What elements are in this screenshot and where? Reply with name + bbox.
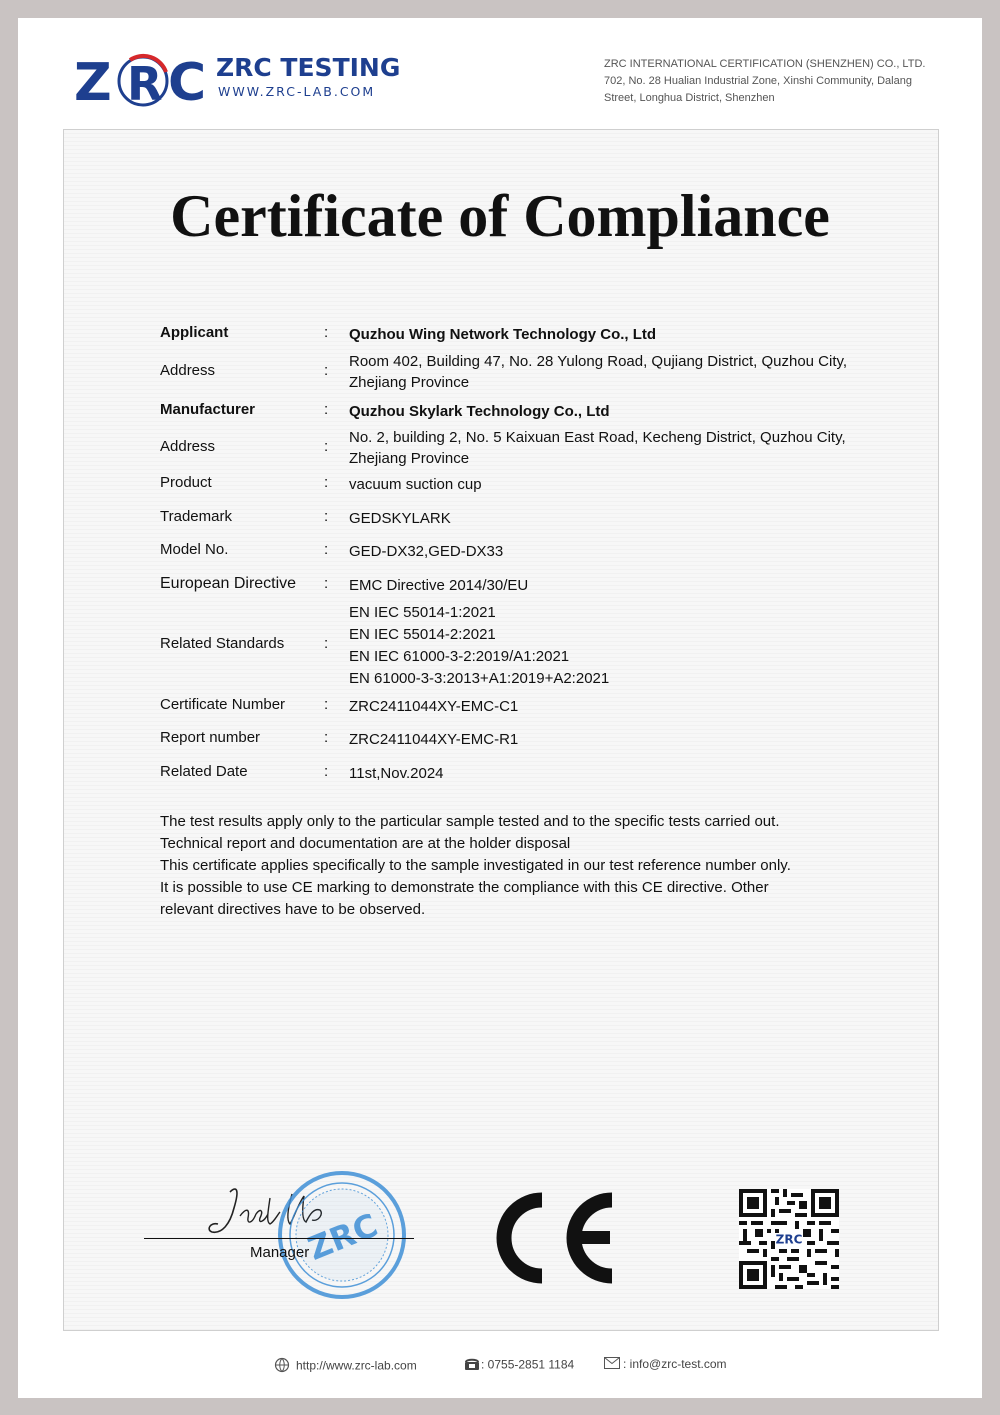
- field-colon: :: [324, 635, 329, 652]
- field-label: Applicant: [160, 324, 229, 341]
- field-colon: :: [324, 324, 329, 341]
- field-value: vacuum suction cup: [349, 476, 482, 493]
- field-label: Report number: [160, 729, 261, 746]
- field-value-line: Zhejiang Province: [349, 450, 470, 467]
- ce-mark-icon: [490, 1190, 620, 1285]
- field-label: Product: [160, 474, 212, 491]
- standard-item: EN 61000-3-3:2013+A1:2019+A2:2021: [349, 670, 610, 687]
- field-colon: :: [324, 575, 329, 592]
- zrc-logo-mark: [74, 50, 214, 110]
- note-line: The test results apply only to the particular sample tested and to the specific tests carried out.: [160, 813, 780, 830]
- note-line: relevant directives have to be observed.: [160, 901, 426, 918]
- field-value: [349, 351, 869, 393]
- qr-center-logo: ZRC: [775, 1232, 803, 1247]
- company-line: ZRC INTERNATIONAL CERTIFICATION (SHENZHEN) CO., LTD.: [604, 58, 926, 70]
- field-label: Address: [160, 438, 216, 455]
- company-address-block: [604, 56, 934, 107]
- field-value: [349, 427, 869, 469]
- field-value-line: No. 2, building 2, No. 5 Kaixuan East Road, Kecheng District, Quzhou City,: [349, 429, 846, 446]
- field-label: Model No.: [160, 541, 229, 558]
- standard-item: EN IEC 61000-3-2:2019/A1:2021: [349, 648, 570, 665]
- field-label: Manufacturer: [160, 401, 256, 418]
- envelope-icon: [604, 1357, 620, 1372]
- footer-website: [274, 1357, 417, 1376]
- field-colon: :: [324, 508, 329, 525]
- signature-line: [144, 1238, 414, 1239]
- field-label: European Directive: [160, 575, 297, 592]
- standard-item: EN IEC 55014-1:2021: [349, 604, 496, 621]
- field-value: EMC Directive 2014/30/EU: [349, 577, 529, 594]
- logo-letter-c: C: [168, 53, 207, 110]
- field-label: Related Standards: [160, 635, 285, 652]
- qr-code-icon: [739, 1189, 839, 1289]
- compliance-notes: [160, 811, 860, 921]
- zrc-logo: [74, 50, 401, 110]
- company-line: Street, Longhua District, Shenzhen: [604, 92, 775, 104]
- certificate-title: Certificate of Compliance: [170, 183, 830, 249]
- field-value-line: Zhejiang Province: [349, 374, 470, 391]
- field-value: Quzhou Skylark Technology Co., Ltd: [349, 403, 610, 420]
- field-value: GEDSKYLARK: [349, 510, 451, 527]
- field-value-line: Room 402, Building 47, No. 28 Yulong Road, Qujiang District, Quzhou City,: [349, 353, 848, 370]
- field-value: 11st,Nov.2024: [349, 765, 444, 782]
- globe-icon: [274, 1357, 290, 1376]
- field-label: Related Date: [160, 763, 248, 780]
- field-colon: :: [324, 474, 329, 491]
- field-label: Certificate Number: [160, 696, 286, 713]
- stamp-text: ZRC: [302, 1205, 383, 1268]
- field-colon: :: [324, 541, 329, 558]
- phone-icon: [464, 1357, 480, 1374]
- brand-url: WWW.ZRC-LAB.COM: [218, 84, 376, 99]
- company-line: 702, No. 28 Hualian Industrial Zone, Xinshi Community, Dalang: [604, 75, 912, 87]
- field-colon: :: [324, 401, 329, 418]
- field-value: [349, 602, 869, 690]
- field-value: GED-DX32,GED-DX33: [349, 543, 504, 560]
- website-text[interactable]: http://www.zrc-lab.com: [296, 1358, 417, 1373]
- logo-letter-z: Z: [74, 53, 112, 110]
- field-colon: :: [324, 763, 329, 780]
- standard-item: EN IEC 55014-2:2021: [349, 626, 496, 643]
- field-value: Quzhou Wing Network Technology Co., Ltd: [349, 326, 657, 343]
- logo-letter-r: R: [127, 57, 163, 110]
- note-line: This certificate applies specifically to the sample investigated in our test reference number only.: [160, 857, 791, 874]
- field-colon: :: [324, 362, 329, 379]
- email-text[interactable]: : info@zrc-test.com: [623, 1357, 727, 1371]
- field-value: ZRC2411044XY-EMC-C1: [349, 698, 519, 715]
- footer-email: [604, 1357, 727, 1372]
- field-colon: :: [324, 729, 329, 746]
- note-line: It is possible to use CE marking to demonstrate the compliance with this CE directive. Other: [160, 879, 769, 896]
- field-colon: :: [324, 696, 329, 713]
- brand-name: ZRC TESTING: [216, 53, 401, 82]
- field-label: Address: [160, 362, 216, 379]
- footer-phone: [464, 1357, 574, 1374]
- field-colon: :: [324, 438, 329, 455]
- field-value: ZRC2411044XY-EMC-R1: [349, 731, 519, 748]
- note-line: Technical report and documentation are at the holder disposal: [160, 835, 571, 852]
- manager-label: Manager: [250, 1244, 310, 1261]
- field-label: Trademark: [160, 508, 232, 525]
- zrc-stamp: [275, 1168, 409, 1302]
- phone-text: : 0755-2851 1184: [481, 1357, 575, 1372]
